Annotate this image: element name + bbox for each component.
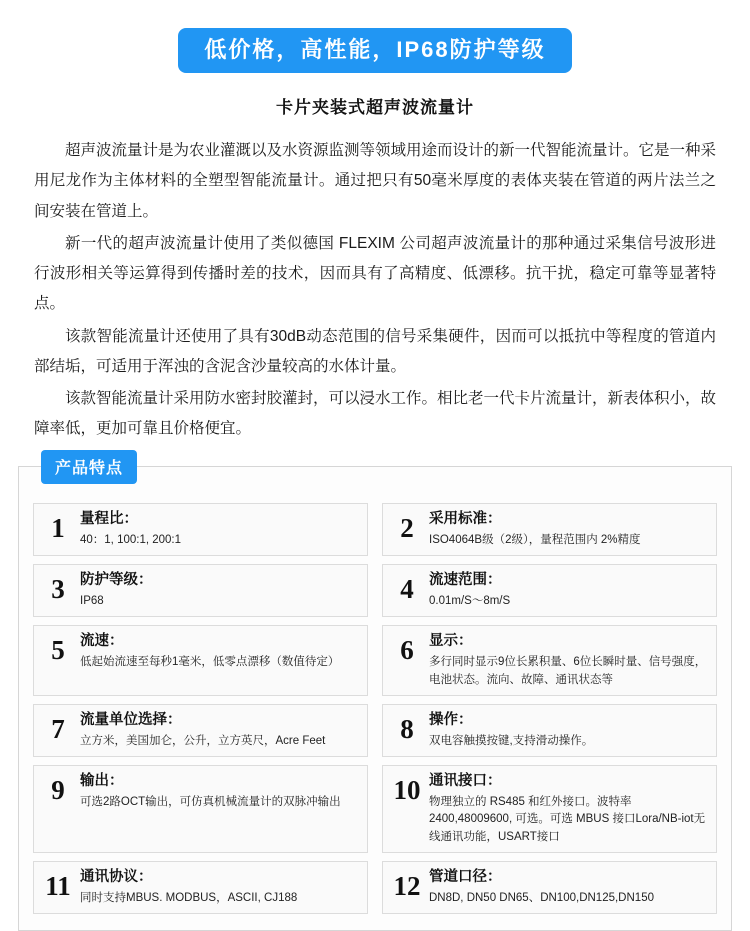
feature-item — [382, 861, 717, 914]
feature-item — [33, 861, 368, 914]
feature-item — [382, 765, 717, 853]
feature-item — [382, 564, 717, 617]
features-grid — [33, 503, 717, 913]
feature-label: 流量单位选择： — [80, 711, 182, 728]
paragraph-4: 该款智能流量计采用防水密封胶灌封，可以浸水工作。相比老一代卡片流量计，新表体积小，故障率低，更加可靠且价格便宜。 — [34, 389, 717, 438]
features-section-title: 产品特点 — [41, 450, 137, 484]
feature-content — [78, 570, 361, 611]
feature-number: 9 — [51, 774, 65, 805]
feature-label: 显示： — [429, 633, 473, 650]
feature-description: 低起始流速至每秒1毫米，低零点漂移（数值待定） — [80, 656, 340, 669]
feature-label: 量程比： — [80, 511, 138, 528]
feature-number: 6 — [400, 635, 414, 666]
feature-description: 40：1, 100:1, 200:1 — [80, 534, 182, 547]
feature-description: ISO4064B级（2级），量程范围内 2%精度 — [429, 534, 641, 547]
product-subtitle: 卡片夹装式超声波流量计 — [276, 98, 474, 118]
feature-content — [427, 570, 710, 611]
feature-label: 管道口径： — [429, 868, 502, 885]
feature-label: 操作： — [429, 711, 473, 728]
feature-number: 12 — [393, 870, 421, 901]
feature-number: 4 — [400, 574, 414, 605]
feature-description: 可选2路OCT输出，可仿真机械流量计的双脉冲输出 — [80, 795, 341, 808]
feature-description: 双电容触摸按键,支持滑动操作。 — [429, 734, 594, 747]
paragraph-2: 新一代的超声波流量计使用了类似德国 FLEXIM 公司超声波流量计的那种通过采集信号波形进行波形相关等运算得到传播时差的技术，因而具有了高精度、低漂移。抗干扰，稳定可靠等显著特点。 — [34, 234, 716, 313]
feature-number: 7 — [51, 713, 65, 744]
feature-content — [427, 509, 710, 550]
feature-label: 采用标准： — [429, 511, 502, 528]
feature-item — [382, 503, 717, 556]
feature-content — [78, 867, 361, 908]
intro-body — [34, 136, 716, 444]
feature-content — [427, 710, 710, 751]
feature-item — [33, 625, 368, 696]
feature-content — [427, 631, 710, 690]
banner-container — [0, 0, 750, 73]
feature-description: 0.01m/S～8m/S — [429, 595, 511, 608]
paragraph-1: 超声波流量计是为农业灌溉以及水资源监测等领域用途而设计的新一代智能流量计。它是一种采用尼龙作为主体材料的全塑型智能流量计。通过把只有50毫米厚度的表体夹装在管道的两片法兰之间安装在管道上。 — [34, 142, 717, 220]
feature-item — [33, 564, 368, 617]
feature-item — [382, 625, 717, 696]
feature-content — [78, 509, 361, 550]
paragraph-3: 该款智能流量计还使用了具有30dB动态范围的信号采集硬件，因而可以抵抗中等程度的管道内部结垢，可适用于浑浊的含泥含沙量较高的水体计量。 — [34, 327, 716, 375]
feature-content — [78, 771, 361, 812]
feature-number: 2 — [400, 513, 414, 544]
feature-label: 通讯协议： — [80, 868, 153, 885]
feature-label: 流速： — [80, 633, 124, 650]
feature-description: 立方米，美国加仑，公升，立方英尺，Acre Feet — [80, 734, 326, 747]
feature-description: DN8D, DN50 DN65、DN100,DN125,DN150 — [429, 891, 654, 904]
feature-item — [33, 765, 368, 853]
features-section — [18, 460, 732, 930]
feature-description: IP68 — [80, 595, 104, 608]
feature-content — [427, 867, 710, 908]
feature-label: 通讯接口： — [429, 772, 502, 789]
feature-item — [382, 704, 717, 757]
feature-label: 防护等级： — [80, 572, 153, 589]
feature-description: 物理独立的 RS485 和红外接口。波特率 2400,48009600, 可选。可选 MBUS 接口Lora/NB-iot无线通讯功能，USART接口 — [429, 795, 706, 844]
feature-label: 输出： — [80, 772, 124, 789]
feature-item — [33, 704, 368, 757]
feature-number: 10 — [393, 774, 421, 805]
feature-description: 多行同时显示9位长累积量、6位长瞬时量、信号强度，电池状态。流向、故障、通讯状态等 — [429, 656, 707, 686]
feature-content — [78, 710, 361, 751]
feature-number: 1 — [51, 513, 65, 544]
feature-label: 流速范围： — [429, 572, 502, 589]
feature-content — [427, 771, 710, 847]
headline-banner: 低价格，高性能，IP68防护等级 — [178, 28, 571, 73]
feature-number: 5 — [51, 635, 65, 666]
feature-number: 11 — [45, 870, 71, 901]
feature-number: 3 — [51, 574, 65, 605]
feature-number: 8 — [400, 713, 414, 744]
feature-content — [78, 631, 361, 672]
feature-item — [33, 503, 368, 556]
feature-description: 同时支持MBUS. MODBUS，ASCII, CJ188 — [80, 891, 298, 904]
